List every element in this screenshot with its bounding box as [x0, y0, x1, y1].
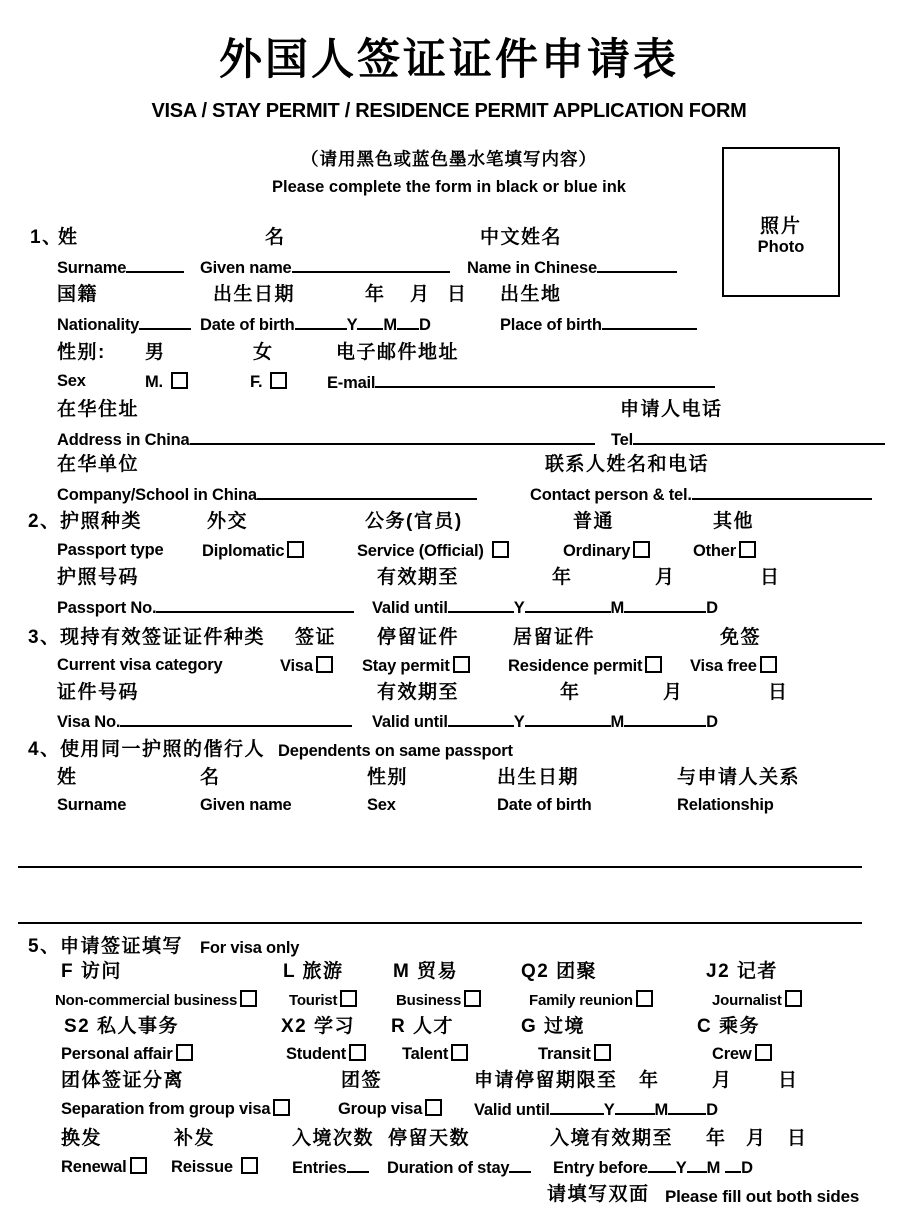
dob-day-label-cn: 日: [447, 284, 468, 305]
diplomatic-label-cn: 外交: [207, 511, 249, 532]
visa-r-label-en: Talent: [402, 1045, 449, 1063]
passport-month-label-cn: 月: [655, 567, 676, 588]
dependent-row-line-1[interactable]: [18, 866, 862, 868]
stay-valid-year-field[interactable]: [550, 1099, 604, 1115]
passport-day-label-cn: 日: [760, 567, 781, 588]
visa-f-label-cn: F 访问: [61, 961, 122, 982]
dep-given-label-en: Given name: [200, 796, 292, 814]
visa-r-label-cn: R 人才: [391, 1016, 455, 1037]
contact-label-en: Contact person & tel.: [530, 486, 692, 504]
dob-m-en: M: [383, 316, 397, 334]
entry-m-en: M: [706, 1159, 721, 1177]
residence-permit-label-cn: 居留证件: [513, 627, 596, 648]
renewal-row: [61, 1157, 147, 1177]
visa-l-row: [289, 990, 357, 1009]
reissue-checkbox[interactable]: [241, 1157, 258, 1174]
visa-category-label-en: Current visa category: [57, 656, 223, 674]
entry-before-day-field[interactable]: [725, 1157, 741, 1173]
visa-g-label-en: Transit: [538, 1045, 591, 1063]
stay-y-en: Y: [603, 1101, 615, 1119]
diplomatic-checkbox[interactable]: [287, 541, 304, 558]
visa-valid-row: [372, 711, 718, 732]
contact-field[interactable]: [692, 484, 872, 500]
visa-year-label-cn: 年: [560, 682, 581, 703]
dob-day-field[interactable]: [397, 314, 419, 330]
visa-l-checkbox[interactable]: [340, 990, 357, 1007]
stay-m-en: M: [654, 1101, 669, 1119]
visa-day-label-cn: 日: [768, 682, 789, 703]
dep-dob-label-cn: 出生日期: [497, 767, 580, 788]
dep-relation-label-cn: 与申请人关系: [677, 767, 801, 788]
tel-label-cn: 申请人电话: [620, 399, 723, 420]
other-label-en: Other: [693, 542, 737, 560]
pob-row: [500, 314, 697, 335]
visa-r-checkbox[interactable]: [451, 1044, 468, 1061]
visa-q2-row: [529, 990, 653, 1009]
dep-surname-label-cn: 姓: [57, 767, 78, 788]
service-row: [357, 541, 509, 561]
visa-free-label-cn: 免签: [720, 627, 762, 648]
reissue-label-en: Reissue: [171, 1158, 233, 1176]
visa-label-cn: 签证: [295, 627, 337, 648]
female-label-cn: 女: [253, 342, 274, 363]
for-visa-only-label-en: For visa only: [200, 939, 300, 957]
stay-permit-checkbox[interactable]: [453, 656, 470, 673]
passport-valid-row: [372, 597, 718, 618]
sex-label-en: Sex: [57, 372, 86, 390]
visa-y-en: Y: [513, 713, 525, 731]
service-label-en: Service (Official): [357, 542, 484, 560]
visa-m-row: [396, 990, 481, 1009]
passport-m-en: M: [610, 599, 625, 617]
visa-free-row: [690, 656, 777, 676]
chinese-name-label-cn: 中文姓名: [480, 227, 563, 248]
company-field[interactable]: [257, 484, 477, 500]
dep-given-label-cn: 名: [200, 767, 221, 788]
given-name-label-en: Given name: [200, 259, 292, 277]
dependents-label-cn: 使用同一护照的偕行人: [60, 739, 266, 760]
both-sides-label-en: Please fill out both sides: [665, 1187, 860, 1206]
visa-c-checkbox[interactable]: [755, 1044, 772, 1061]
duration-label-en: Duration of stay: [387, 1159, 510, 1177]
visa-x2-row: [286, 1044, 366, 1064]
company-row: [57, 484, 477, 505]
address-row: [57, 429, 595, 450]
passport-no-label-cn: 护照号码: [57, 567, 140, 588]
stay-year-label-cn: 年: [639, 1070, 660, 1091]
visa-g-row: [538, 1044, 611, 1064]
dob-row: [200, 314, 431, 335]
passport-no-field[interactable]: [156, 597, 354, 613]
visa-valid-label-en: Valid until: [372, 713, 448, 731]
renewal-label-cn: 换发: [61, 1128, 103, 1149]
passport-valid-day-field[interactable]: [624, 597, 706, 613]
passport-valid-label-cn: 有效期至: [377, 567, 460, 588]
other-checkbox[interactable]: [739, 541, 756, 558]
dob-month-field[interactable]: [357, 314, 383, 330]
visa-q2-checkbox[interactable]: [636, 990, 653, 1007]
dependent-row-line-2[interactable]: [18, 922, 862, 924]
visa-f-row: [55, 990, 257, 1009]
surname-row: [57, 257, 184, 278]
ordinary-label-cn: 普通: [573, 511, 615, 532]
stay-permit-row: [362, 656, 470, 676]
group-visa-label-en: Group visa: [338, 1100, 423, 1118]
dob-y-en: Y: [346, 316, 358, 334]
nationality-label-en: Nationality: [57, 316, 140, 334]
visa-no-label-cn: 证件号码: [57, 682, 140, 703]
visa-j2-row: [712, 990, 802, 1009]
male-label-en: M.: [145, 373, 163, 391]
for-visa-only-label-cn: 申请签证填写: [60, 936, 184, 957]
entry-before-row: [553, 1157, 753, 1178]
s4-number: 4、: [28, 739, 61, 760]
both-sides-label-cn: 请填写双面: [547, 1184, 650, 1205]
visa-x2-label-cn: X2 学习: [281, 1016, 356, 1037]
surname-field[interactable]: [126, 257, 184, 273]
other-row: [693, 541, 756, 561]
passport-no-label-en: Passport No.: [57, 599, 157, 617]
visa-row: [280, 656, 333, 676]
visa-s2-label-en: Personal affair: [61, 1045, 173, 1063]
visa-category-label-cn: 现持有效签证证件种类: [60, 627, 266, 648]
visa-q2-label-cn: Q2 团聚: [521, 961, 598, 982]
entry-d-en: D: [741, 1159, 753, 1177]
entries-field[interactable]: [347, 1157, 369, 1173]
email-label-cn: 电子邮件地址: [336, 342, 460, 363]
entry-before-year-field[interactable]: [648, 1157, 676, 1173]
entry-day-label-cn: 日: [787, 1128, 808, 1149]
visa-no-field[interactable]: [120, 711, 352, 727]
entry-y-en: Y: [675, 1159, 687, 1177]
email-row: [327, 372, 715, 393]
nationality-label-cn: 国籍: [57, 284, 99, 305]
visa-free-checkbox[interactable]: [760, 656, 777, 673]
group-sep-label-cn: 团体签证分离: [61, 1070, 185, 1091]
passport-type-label-cn: 护照种类: [60, 511, 143, 532]
visa-m-checkbox[interactable]: [464, 990, 481, 1007]
passport-y-en: Y: [513, 599, 525, 617]
visa-s2-row: [61, 1044, 193, 1064]
stay-valid-label-en: Valid until: [474, 1101, 550, 1119]
entries-label-cn: 入境次数: [292, 1128, 375, 1149]
s3-number: 3、: [28, 627, 61, 648]
male-checkbox[interactable]: [171, 372, 188, 389]
surname-label-en: Surname: [57, 259, 127, 277]
duration-field[interactable]: [509, 1157, 531, 1173]
visa-f-label-en: Non-commercial business: [55, 992, 238, 1009]
email-field[interactable]: [375, 372, 715, 388]
dep-surname-label-en: Surname: [57, 796, 127, 814]
stay-valid-label-cn: 申请停留期限至: [474, 1070, 618, 1091]
company-label-cn: 在华单位: [57, 454, 140, 475]
passport-no-row: [57, 597, 354, 618]
address-label-cn: 在华住址: [57, 399, 140, 420]
pob-label-en: Place of birth: [500, 316, 602, 334]
email-label-en: E-mail: [327, 374, 376, 392]
dob-month-label-cn: 月: [410, 284, 431, 305]
company-label-en: Company/School in China: [57, 486, 257, 504]
male-row: [145, 372, 188, 392]
visa-m-label-en: Business: [396, 992, 462, 1009]
dob-year-label-cn: 年: [365, 284, 386, 305]
ink-note-en: Please complete the form in black or blue ink: [272, 178, 626, 196]
address-field[interactable]: [190, 429, 595, 445]
residence-permit-row: [508, 656, 662, 676]
passport-type-label-en: Passport type: [57, 541, 164, 559]
photo-box: [722, 147, 840, 297]
passport-year-label-cn: 年: [552, 567, 573, 588]
ordinary-row: [563, 541, 650, 561]
visa-s2-checkbox[interactable]: [176, 1044, 193, 1061]
nationality-row: [57, 314, 191, 335]
entry-before-label-cn: 入境有效期至: [550, 1128, 674, 1149]
visa-c-label-en: Crew: [712, 1045, 752, 1063]
female-checkbox[interactable]: [270, 372, 287, 389]
form-title-cn: 外国人签证证件申请表: [219, 36, 679, 84]
visa-j2-label-en: Journalist: [712, 992, 782, 1009]
form-title-en: VISA / STAY PERMIT / RESIDENCE PERMIT APPLICATION FORM: [151, 100, 747, 122]
dob-d-en: D: [418, 316, 431, 334]
stay-day-label-cn: 日: [778, 1070, 799, 1091]
passport-valid-label-en: Valid until: [372, 599, 448, 617]
male-label-cn: 男: [145, 342, 166, 363]
female-row: [250, 372, 287, 392]
female-label-en: F.: [250, 373, 263, 391]
visa-label-en: Visa: [280, 657, 313, 675]
visa-no-row: [57, 711, 352, 732]
nationality-field[interactable]: [139, 314, 191, 330]
chinese-name-field[interactable]: [597, 257, 677, 273]
renewal-checkbox[interactable]: [130, 1157, 147, 1174]
stay-permit-label-en: Stay permit: [362, 657, 450, 675]
entries-label-en: Entries: [292, 1159, 347, 1177]
passport-valid-month-field[interactable]: [525, 597, 611, 613]
stay-valid-month-field[interactable]: [615, 1099, 655, 1115]
group-sep-row: [61, 1099, 290, 1119]
stay-valid-day-field[interactable]: [668, 1099, 706, 1115]
dep-relation-label-en: Relationship: [677, 796, 774, 814]
tel-label-en: Tel: [611, 431, 634, 449]
duration-label-cn: 停留天数: [388, 1128, 471, 1149]
pob-label-cn: 出生地: [500, 284, 562, 305]
visa-d-en: D: [706, 713, 718, 731]
service-label-cn: 公务(官员): [365, 511, 463, 532]
surname-label-cn: 姓: [58, 227, 79, 248]
service-checkbox[interactable]: [492, 541, 509, 558]
visa-m-label-cn: M 贸易: [393, 961, 459, 982]
group-visa-checkbox[interactable]: [425, 1099, 442, 1116]
visa-g-checkbox[interactable]: [594, 1044, 611, 1061]
dependents-label-en: Dependents on same passport: [278, 742, 513, 760]
passport-valid-year-field[interactable]: [448, 597, 514, 613]
visa-month-label-cn: 月: [663, 682, 684, 703]
visa-no-label-en: Visa No.: [57, 713, 121, 731]
tel-row: [611, 429, 885, 450]
entry-before-label-en: Entry before: [553, 1159, 648, 1177]
group-visa-row: [338, 1099, 442, 1119]
dob-year-field[interactable]: [295, 314, 347, 330]
address-label-en: Address in China: [57, 431, 190, 449]
other-label-cn: 其他: [713, 511, 755, 532]
given-name-label-cn: 名: [265, 227, 286, 248]
entry-month-label-cn: 月: [746, 1128, 767, 1149]
stay-permit-label-cn: 停留证件: [377, 627, 460, 648]
visa-c-label-cn: C 乘务: [697, 1016, 761, 1037]
photo-label-en: Photo: [757, 238, 805, 256]
visa-g-label-cn: G 过境: [521, 1016, 586, 1037]
dep-sex-label-en: Sex: [367, 796, 396, 814]
chinese-name-label-en: Name in Chinese: [467, 259, 597, 277]
reissue-row: [171, 1157, 258, 1177]
s2-number: 2、: [28, 511, 61, 532]
chinese-name-row: [467, 257, 677, 278]
group-sep-checkbox[interactable]: [273, 1099, 290, 1116]
visa-free-label-en: Visa free: [690, 657, 757, 675]
group-sep-label-en: Separation from group visa: [61, 1100, 271, 1118]
stay-valid-row: [474, 1099, 718, 1120]
visa-m-en: M: [610, 713, 625, 731]
visa-checkbox[interactable]: [316, 656, 333, 673]
dob-label-en: Date of birth: [200, 316, 295, 334]
visa-c-row: [712, 1044, 772, 1064]
visa-j2-label-cn: J2 记者: [706, 961, 778, 982]
visa-valid-label-cn: 有效期至: [377, 682, 460, 703]
visa-valid-day-field[interactable]: [624, 711, 706, 727]
tel-field[interactable]: [633, 429, 885, 445]
entries-row: [292, 1157, 369, 1178]
stay-d-en: D: [706, 1101, 718, 1119]
s1-number: 1、: [30, 227, 63, 248]
duration-row: [387, 1157, 531, 1178]
photo-label-cn: 照片: [759, 216, 802, 237]
entry-year-label-cn: 年: [706, 1128, 727, 1149]
pob-field[interactable]: [602, 314, 697, 330]
contact-row: [530, 484, 872, 505]
visa-x2-checkbox[interactable]: [349, 1044, 366, 1061]
visa-l-label-cn: L 旅游: [283, 961, 344, 982]
ink-note-cn: （请用黑色或蓝色墨水笔填写内容）: [301, 149, 597, 169]
s5-number: 5、: [28, 936, 61, 957]
visa-valid-year-field[interactable]: [448, 711, 514, 727]
visa-j2-checkbox[interactable]: [785, 990, 802, 1007]
visa-valid-month-field[interactable]: [525, 711, 611, 727]
entry-before-month-field[interactable]: [687, 1157, 707, 1173]
ordinary-checkbox[interactable]: [633, 541, 650, 558]
sex-label-cn: 性别:: [57, 342, 106, 363]
stay-month-label-cn: 月: [712, 1070, 733, 1091]
contact-label-cn: 联系人姓名和电话: [545, 454, 710, 475]
dob-label-cn: 出生日期: [213, 284, 296, 305]
dep-dob-label-en: Date of birth: [497, 796, 592, 814]
diplomatic-row: [202, 541, 304, 561]
ordinary-label-en: Ordinary: [563, 542, 631, 560]
visa-x2-label-en: Student: [286, 1045, 347, 1063]
visa-r-row: [402, 1044, 468, 1064]
renewal-label-en: Renewal: [61, 1158, 127, 1176]
visa-q2-label-en: Family reunion: [529, 992, 633, 1009]
diplomatic-label-en: Diplomatic: [202, 542, 285, 560]
visa-s2-label-cn: S2 私人事务: [64, 1016, 180, 1037]
residence-permit-checkbox[interactable]: [645, 656, 662, 673]
given-name-row: [200, 257, 450, 278]
dep-sex-label-cn: 性别: [367, 767, 409, 788]
group-visa-label-cn: 团签: [341, 1070, 383, 1091]
passport-d-en: D: [706, 599, 718, 617]
visa-f-checkbox[interactable]: [240, 990, 257, 1007]
residence-permit-label-en: Residence permit: [508, 657, 643, 675]
visa-l-label-en: Tourist: [289, 992, 338, 1009]
reissue-label-cn: 补发: [174, 1128, 216, 1149]
given-name-field[interactable]: [292, 257, 450, 273]
